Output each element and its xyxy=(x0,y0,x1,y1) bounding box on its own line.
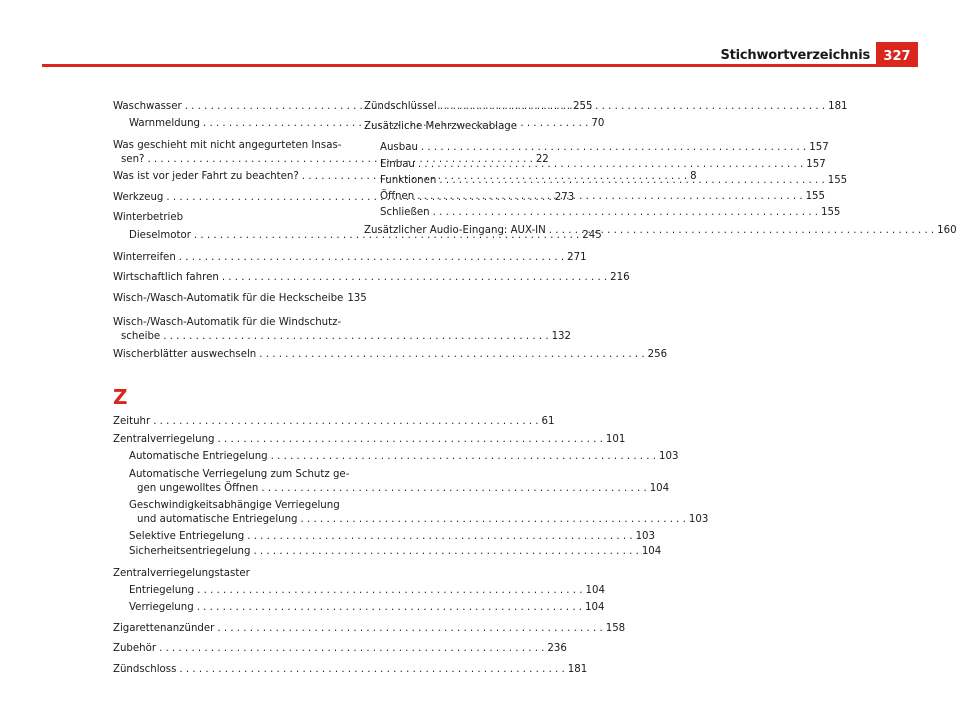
index-entry: Winterbetrieb xyxy=(113,212,184,224)
index-subentry: Einbau . . . 157 xyxy=(364,158,602,173)
index-subentry: Automatische Verriegelung zum Schutz ge- xyxy=(129,468,350,480)
index-entry: Zusätzlicher Audio-Eingang: AUX-IN . . . 160 xyxy=(364,221,602,241)
index-entry: Werkzeug . . . 273 xyxy=(113,188,351,208)
page-number: 327 xyxy=(876,42,918,67)
index-entry: Was ist vor jeder Fahrt zu beachten? . . . 8 xyxy=(113,167,351,187)
index-subentry: Schließen . . . 155 xyxy=(364,205,602,221)
index-entry: Zündschlüssel . . . 181 xyxy=(364,97,602,117)
index-entry: Waschwasser . . . 255 xyxy=(113,97,351,117)
index-subentry: Dieselmotor . . . 245 xyxy=(113,229,351,244)
index-subentry: Geschwindigkeitsabhängige Verriegelung xyxy=(129,500,340,512)
index-entry: Zigarettenanzünder . . . 158 xyxy=(113,619,351,639)
index-entry: Wischerblätter auswechseln . . . 256 xyxy=(113,345,351,365)
index-entry: Zusätzliche Mehrzweckablage xyxy=(364,121,518,133)
header-rule xyxy=(42,64,918,67)
index-entry: Zündschloss . . . 181 xyxy=(113,660,351,680)
index-entry: Wisch-/Wasch-Automatik für die Heckscheibe 135 xyxy=(113,292,367,304)
index-subentry: Warnmeldung . . . 70 xyxy=(113,117,351,132)
index-entry: Zubehör . . . 236 xyxy=(113,639,351,659)
index-entry: Zentralverriegelungstaster xyxy=(113,568,250,579)
index-entry-continuation: scheibe . . . 132 xyxy=(113,330,351,345)
index-entry: Was geschieht mit nicht angegurteten Insas- xyxy=(113,139,342,151)
index-subentry-continuation: gen ungewolltes Öffnen . . . 104 xyxy=(113,482,351,497)
index-subentry: Sicherheitsentriegelung . . . 104 xyxy=(113,545,351,560)
index-entry: Wisch-/Wasch-Automatik für die Windschutz- xyxy=(113,317,342,329)
index-entry: Zeituhr . . . 61 xyxy=(113,415,351,430)
index-subentry: Öffnen . . . 155 xyxy=(364,189,602,205)
index-entry-continuation: sen? . . . 22 xyxy=(113,153,351,168)
index-entry: Wirtschaftlich fahren . . . 216 xyxy=(113,268,351,288)
index-subentry-continuation: und automatische Entriegelung . . . 103 xyxy=(113,513,351,528)
index-subentry: Verriegelung . . . 104 xyxy=(113,599,351,616)
index-subentry: Automatische Entriegelung . . . 103 xyxy=(113,450,351,465)
section-title: Stichwortverzeichnis xyxy=(720,48,870,63)
index-entry: Zentralverriegelung . . . 101 xyxy=(113,430,351,450)
index-entry: Winterreifen . . . 271 xyxy=(113,248,351,268)
index-subentry: Ausbau . . . 157 xyxy=(364,138,602,158)
index-letter-heading: Z xyxy=(113,385,128,410)
index-subentry: Entriegelung . . . 104 xyxy=(113,584,351,599)
index-subentry: Selektive Entriegelung . . . 103 xyxy=(113,528,351,545)
index-subentry: Funktionen . . . 155 xyxy=(364,173,602,189)
